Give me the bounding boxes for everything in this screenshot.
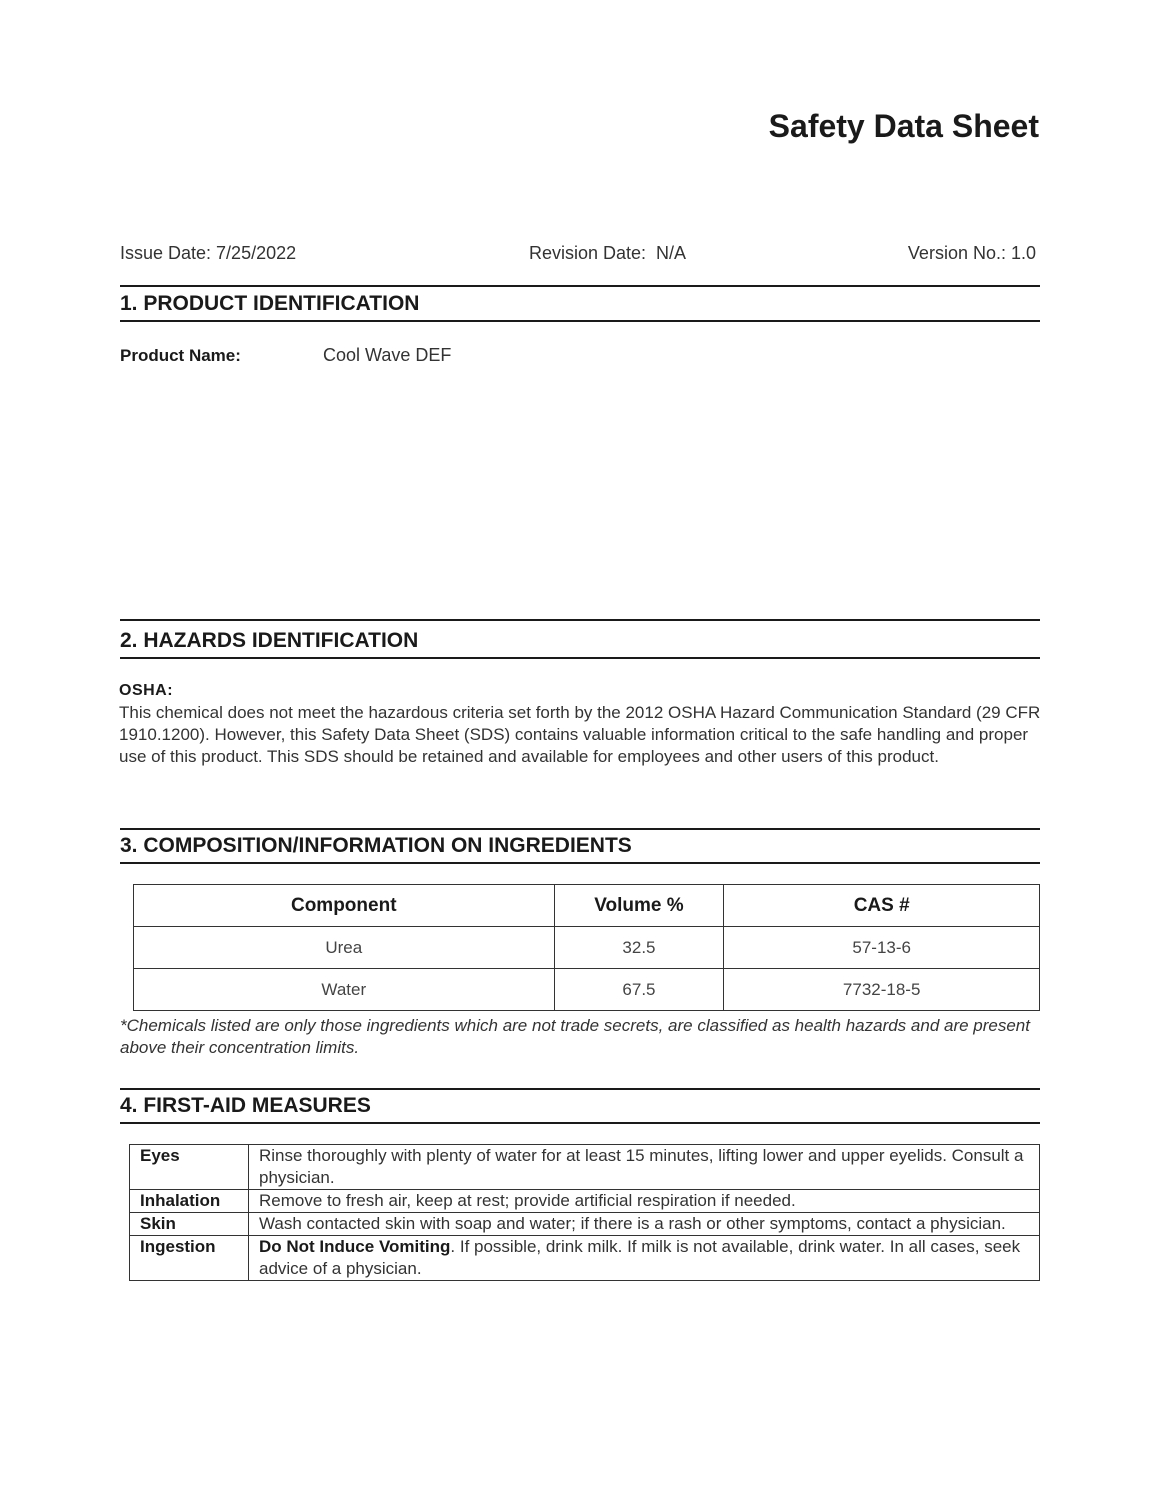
section-4-top-rule	[120, 1088, 1040, 1090]
first-aid-text: Wash contacted skin with soap and water; if there is a rash or other symptoms, contact a physician.	[249, 1213, 1040, 1236]
composition-header-row	[134, 885, 1040, 927]
first-aid-row-eyes	[130, 1145, 1040, 1190]
version-number: Version No.: 1.0	[907, 243, 1036, 263]
section-4-bottom-rule	[120, 1122, 1040, 1124]
first-aid-key: Ingestion	[130, 1236, 249, 1281]
first-aid-text	[249, 1236, 1040, 1281]
column-header-component: Component	[134, 885, 555, 927]
cell-component: Urea	[134, 927, 555, 969]
first-aid-key: Inhalation	[130, 1190, 249, 1213]
section-4-heading: 4. FIRST-AID MEASURES	[120, 1094, 371, 1117]
product-name-label: Product Name:	[120, 346, 241, 365]
section-1-top-rule	[120, 285, 1040, 287]
first-aid-text: Rinse thoroughly with plenty of water for at least 15 minutes, lifting lower and upper eyelids. Consult a physician.	[249, 1145, 1040, 1190]
cell-cas: 57-13-6	[724, 927, 1040, 969]
cell-component: Water	[134, 969, 555, 1011]
first-aid-row-ingestion	[130, 1236, 1040, 1281]
table-row	[134, 927, 1040, 969]
first-aid-key: Eyes	[130, 1145, 249, 1190]
document-title: Safety Data Sheet	[768, 108, 1039, 144]
revision-date: Revision Date: N/A	[529, 243, 687, 263]
section-3-top-rule	[120, 828, 1040, 830]
first-aid-text: Remove to fresh air, keep at rest; provide artificial respiration if needed.	[249, 1190, 1040, 1213]
composition-table	[133, 884, 1040, 1011]
column-header-cas: CAS #	[724, 885, 1040, 927]
first-aid-key: Skin	[130, 1213, 249, 1236]
section-2-top-rule	[120, 619, 1040, 621]
section-3-heading: 3. COMPOSITION/INFORMATION ON INGREDIENTS	[120, 834, 632, 857]
issue-date: Issue Date: 7/25/2022	[120, 243, 297, 263]
ingestion-text: . If possible, drink milk. If milk is not available, drink water. In all cases, seek advice of a physician.	[259, 1237, 1021, 1278]
first-aid-row-skin	[130, 1213, 1040, 1236]
section-1-heading: 1. PRODUCT IDENTIFICATION	[120, 292, 420, 315]
cell-cas: 7732-18-5	[724, 969, 1040, 1011]
ingestion-warning: Do Not Induce Vomiting	[259, 1237, 451, 1256]
section-1-bottom-rule	[120, 320, 1040, 322]
composition-footnote: *Chemicals listed are only those ingredients which are not trade secrets, are classified as health hazards and are present above their concentration limits.	[120, 1016, 1030, 1057]
section-3-bottom-rule	[120, 862, 1040, 864]
table-row	[134, 969, 1040, 1011]
section-2-bottom-rule	[120, 657, 1040, 659]
product-name-value: Cool Wave DEF	[323, 345, 452, 365]
first-aid-row-inhalation	[130, 1190, 1040, 1213]
cell-volume: 32.5	[554, 927, 724, 969]
column-header-volume: Volume %	[554, 885, 724, 927]
osha-text: This chemical does not meet the hazardous criteria set forth by the 2012 OSHA Hazard Communication Standard (29 CFR 1910.1200). However, this Safety Data Sheet (SDS) contains valuable information critical to the safe handling and proper use of this product. This SDS should be retained and available for employees and other users of this product.	[119, 703, 1041, 766]
cell-volume: 67.5	[554, 969, 724, 1011]
section-2-heading: 2. HAZARDS IDENTIFICATION	[120, 629, 419, 652]
first-aid-table	[129, 1144, 1040, 1281]
osha-label: OSHA:	[119, 682, 174, 699]
